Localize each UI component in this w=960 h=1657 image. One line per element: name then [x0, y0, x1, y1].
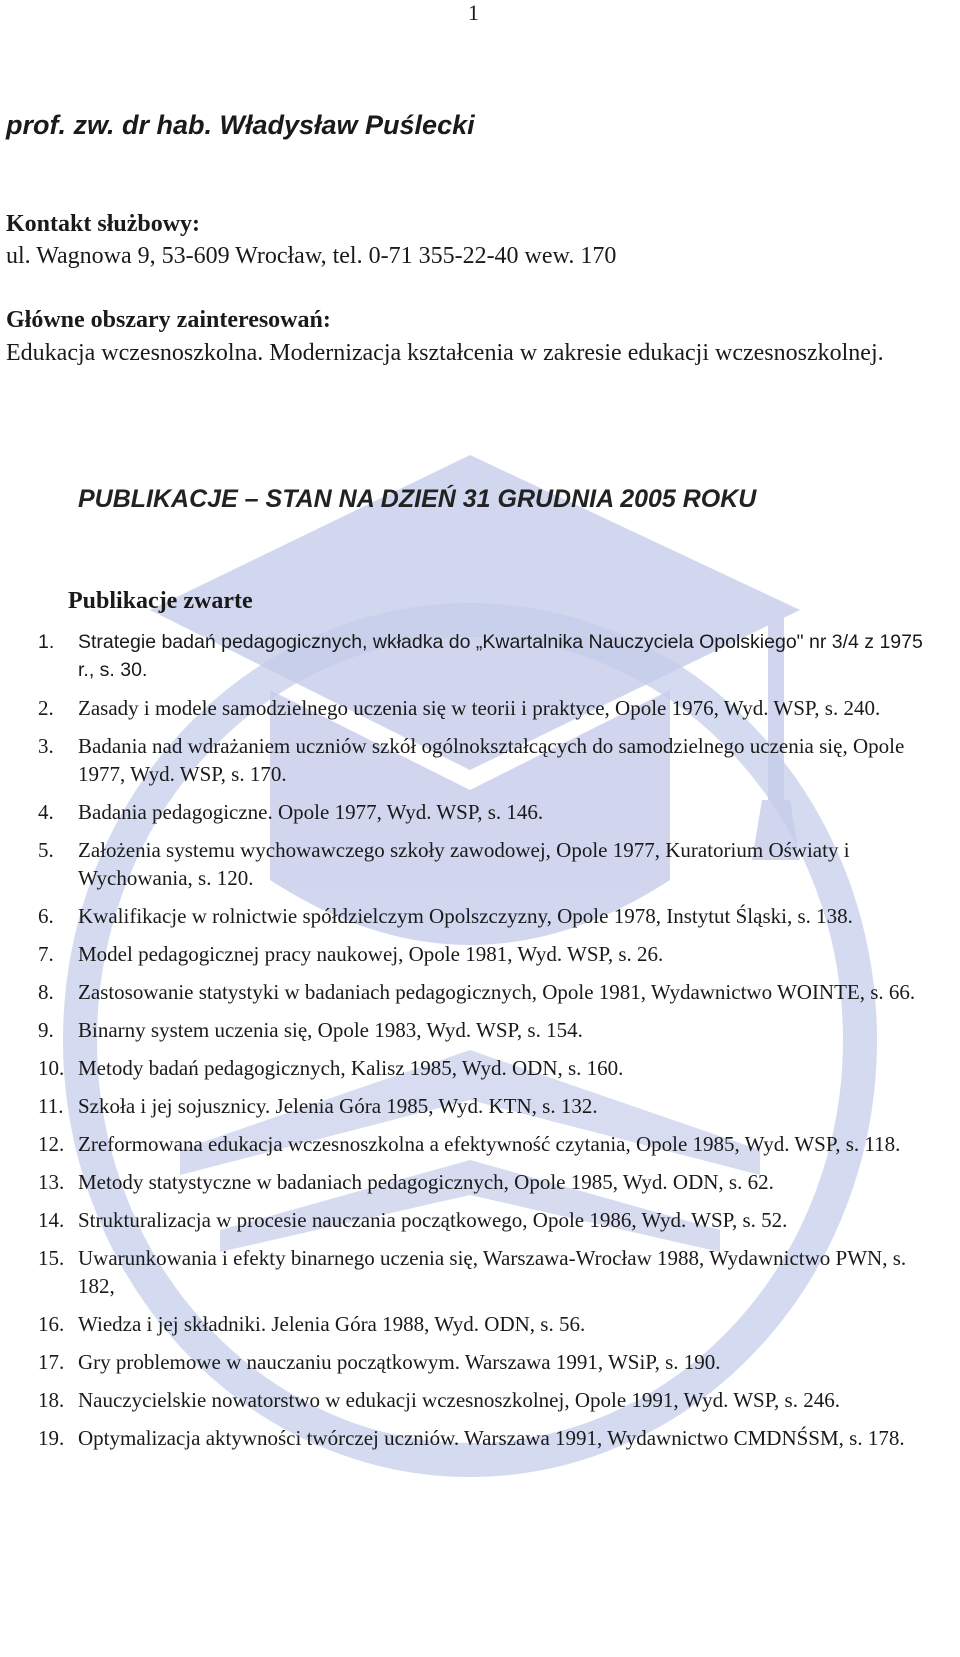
- item-text: Optymalizacja aktywności twórczej uczniów. Warszawa 1991, Wydawnictwo CMDNŚSM, s. 178.: [78, 1426, 905, 1450]
- item-text: Badania nad wdrażaniem uczniów szkół ogólnokształcących do samodzielnego uczenia się, Opole 1977, Wyd. WSP, s. 170.: [78, 734, 905, 786]
- item-number: 11.: [38, 1094, 64, 1118]
- publications-subheading: Publikacje zwarte: [68, 588, 253, 614]
- list-item: [38, 978, 943, 1006]
- item-text: Zasady i modele samodzielnego uczenia się w teorii i praktyce, Opole 1976, Wyd. WSP, s. 240.: [78, 696, 881, 720]
- item-number: 2.: [38, 696, 54, 720]
- item-text: Strategie badań pedagogicznych, wkładka do „Kwartalnika Nauczyciela Opolskiego" nr 3/4 z 1975 r., s. 30.: [78, 631, 923, 681]
- list-item: [38, 1092, 943, 1120]
- item-number: 3.: [38, 734, 54, 758]
- contact-section: [6, 208, 616, 272]
- item-text: Model pedagogicznej pracy naukowej, Opole 1981, Wyd. WSP, s. 26.: [78, 942, 664, 966]
- item-text: Szkoła i jej sojusznicy. Jelenia Góra 1985, Wyd. KTN, s. 132.: [78, 1094, 598, 1118]
- list-item: [38, 694, 943, 722]
- item-text: Gry problemowe w nauczaniu początkowym. Warszawa 1991, WSiP, s. 190.: [78, 1350, 721, 1374]
- item-number: 14.: [38, 1208, 65, 1232]
- list-item: [38, 836, 943, 892]
- list-item: [38, 798, 943, 826]
- item-text: Zreformowana edukacja wczesnoszkolna a efektywność czytania, Opole 1985, Wyd. WSP, s. 118.: [78, 1132, 901, 1156]
- contact-label: Kontakt służbowy:: [6, 211, 201, 237]
- list-item: [38, 732, 943, 788]
- item-number: 10.: [38, 1056, 65, 1080]
- item-number: 19.: [38, 1426, 65, 1450]
- list-item: [38, 1386, 943, 1414]
- item-number: 16.: [38, 1312, 65, 1336]
- item-text: Zastosowanie statystyki w badaniach pedagogicznych, Opole 1981, Wydawnictwo WOINTE, s. 66.: [78, 980, 916, 1004]
- item-text: Założenia systemu wychowawczego szkoły zawodowej, Opole 1977, Kuratorium Oświaty i Wychowania, s. 120.: [78, 838, 850, 890]
- item-text: Kwalifikacje w rolnictwie spółdzielczym Opolszczyzny, Opole 1978, Instytut Śląski, s. 138.: [78, 904, 853, 928]
- item-text: Metody statystyczne w badaniach pedagogicznych, Opole 1985, Wyd. ODN, s. 62.: [78, 1170, 774, 1194]
- item-number: 6.: [38, 904, 54, 928]
- interests-text: Edukacja wczesnoszkolna. Modernizacja kształcenia w zakresie edukacji wczesnoszkolnej.: [6, 340, 884, 366]
- interests-section: [6, 304, 950, 370]
- publications-heading: PUBLIKACJE – STAN NA DZIEŃ 31 GRUDNIA 2005 ROKU: [78, 485, 757, 513]
- contact-address: ul. Wagnowa 9, 53-609 Wrocław, tel. 0-71 355-22-40 wew. 170: [6, 243, 617, 269]
- list-item: [38, 1310, 943, 1338]
- page-number: 1: [468, 0, 479, 25]
- item-text: Wiedza i jej składniki. Jelenia Góra 1988, Wyd. ODN, s. 56.: [78, 1312, 586, 1336]
- list-item: [38, 1244, 943, 1300]
- list-item: [38, 940, 943, 968]
- list-item: [38, 628, 943, 684]
- item-number: 13.: [38, 1170, 65, 1194]
- item-text: Badania pedagogiczne. Opole 1977, Wyd. WSP, s. 146.: [78, 800, 544, 824]
- item-text: Binarny system uczenia się, Opole 1983, Wyd. WSP, s. 154.: [78, 1018, 583, 1042]
- item-text: Metody badań pedagogicznych, Kalisz 1985, Wyd. ODN, s. 160.: [78, 1056, 624, 1080]
- item-number: 4.: [38, 800, 54, 824]
- item-text: Strukturalizacja w procesie nauczania początkowego, Opole 1986, Wyd. WSP, s. 52.: [78, 1208, 788, 1232]
- list-item: [38, 1016, 943, 1044]
- list-item: [38, 1424, 943, 1452]
- item-number: 18.: [38, 1388, 65, 1412]
- list-item: [38, 1206, 943, 1234]
- list-item: [38, 902, 943, 930]
- item-number: 15.: [38, 1246, 65, 1270]
- list-item: [38, 1054, 943, 1082]
- item-number: 5.: [38, 838, 54, 862]
- item-number: 17.: [38, 1350, 65, 1374]
- item-number: 7.: [38, 942, 54, 966]
- item-text: Nauczycielskie nowatorstwo w edukacji wczesnoszkolnej, Opole 1991, Wyd. WSP, s. 246.: [78, 1388, 840, 1412]
- item-text: Uwarunkowania i efekty binarnego uczenia się, Warszawa-Wrocław 1988, Wydawnictwo PWN, s. 182,: [78, 1246, 907, 1298]
- item-number: 1.: [38, 631, 55, 653]
- publication-list: [38, 628, 943, 1462]
- interests-label: Główne obszary zainteresowań:: [6, 307, 331, 333]
- list-item: [38, 1348, 943, 1376]
- item-number: 8.: [38, 980, 54, 1004]
- list-item: [38, 1130, 943, 1158]
- item-number: 9.: [38, 1018, 54, 1042]
- list-item: [38, 1168, 943, 1196]
- item-number: 12.: [38, 1132, 65, 1156]
- author-name: prof. zw. dr hab. Władysław Puślecki: [6, 110, 475, 140]
